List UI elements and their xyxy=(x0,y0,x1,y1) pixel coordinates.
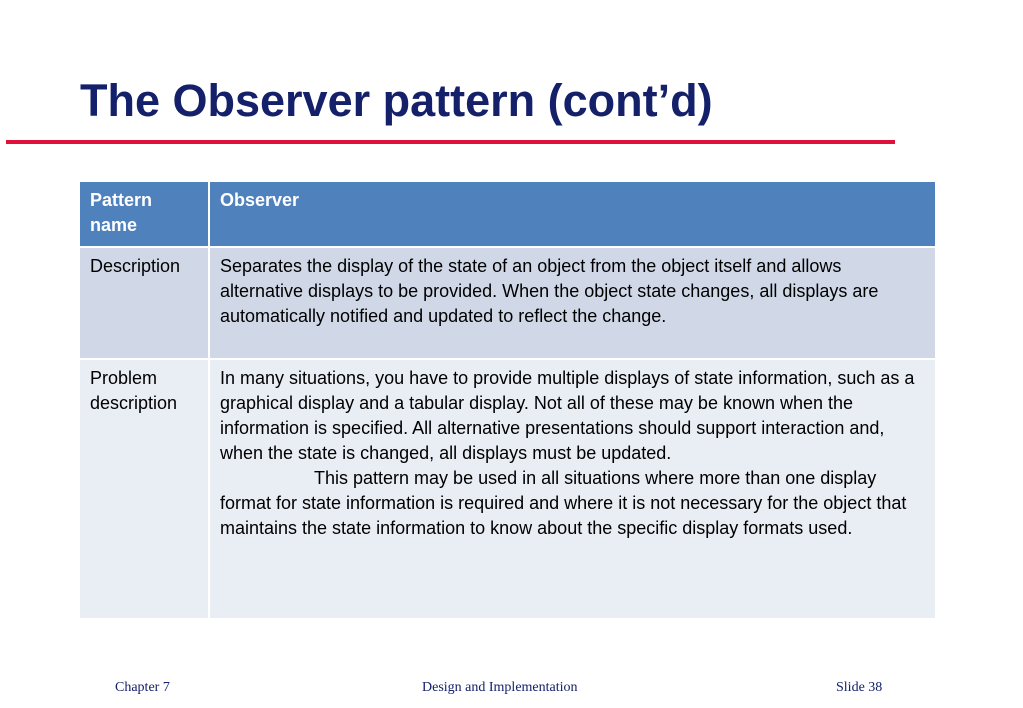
pattern-name-value: Observer xyxy=(209,181,936,247)
table-header-row xyxy=(79,181,936,247)
problem-description-value xyxy=(209,359,936,619)
slide-title: The Observer pattern (cont’d) xyxy=(80,75,713,126)
table-row-description xyxy=(79,247,936,359)
problem-description-paragraph-2: This pattern may be used in all situations where more than one display format for state information is required and where it is not necessary for the object that maintains the state information to know about the specific display formats used. xyxy=(220,468,907,538)
footer-slide-number: Slide 38 xyxy=(836,680,883,695)
table-row-problem-description xyxy=(79,359,936,619)
pattern-name-label: Pattern name xyxy=(79,181,209,247)
problem-description-label: Problem description xyxy=(79,359,209,619)
pattern-table xyxy=(78,180,937,620)
description-value: Separates the display of the state of an object from the object itself and allows alternative displays to be provided. When the object state changes, all displays are automatically notified and updated to reflect the change. xyxy=(209,247,936,359)
footer-chapter: Chapter 7 xyxy=(115,680,170,695)
title-underline xyxy=(6,140,895,144)
footer-topic: Design and Implementation xyxy=(422,680,578,695)
problem-description-paragraph-1: In many situations, you have to provide multiple displays of state information, such as a graphical display and a tabular display. Not all of these may be known when the information is specified. All alternative presentations should support interaction and, when the state is changed, all displays must be updated. xyxy=(220,368,915,463)
description-label: Description xyxy=(79,247,209,359)
